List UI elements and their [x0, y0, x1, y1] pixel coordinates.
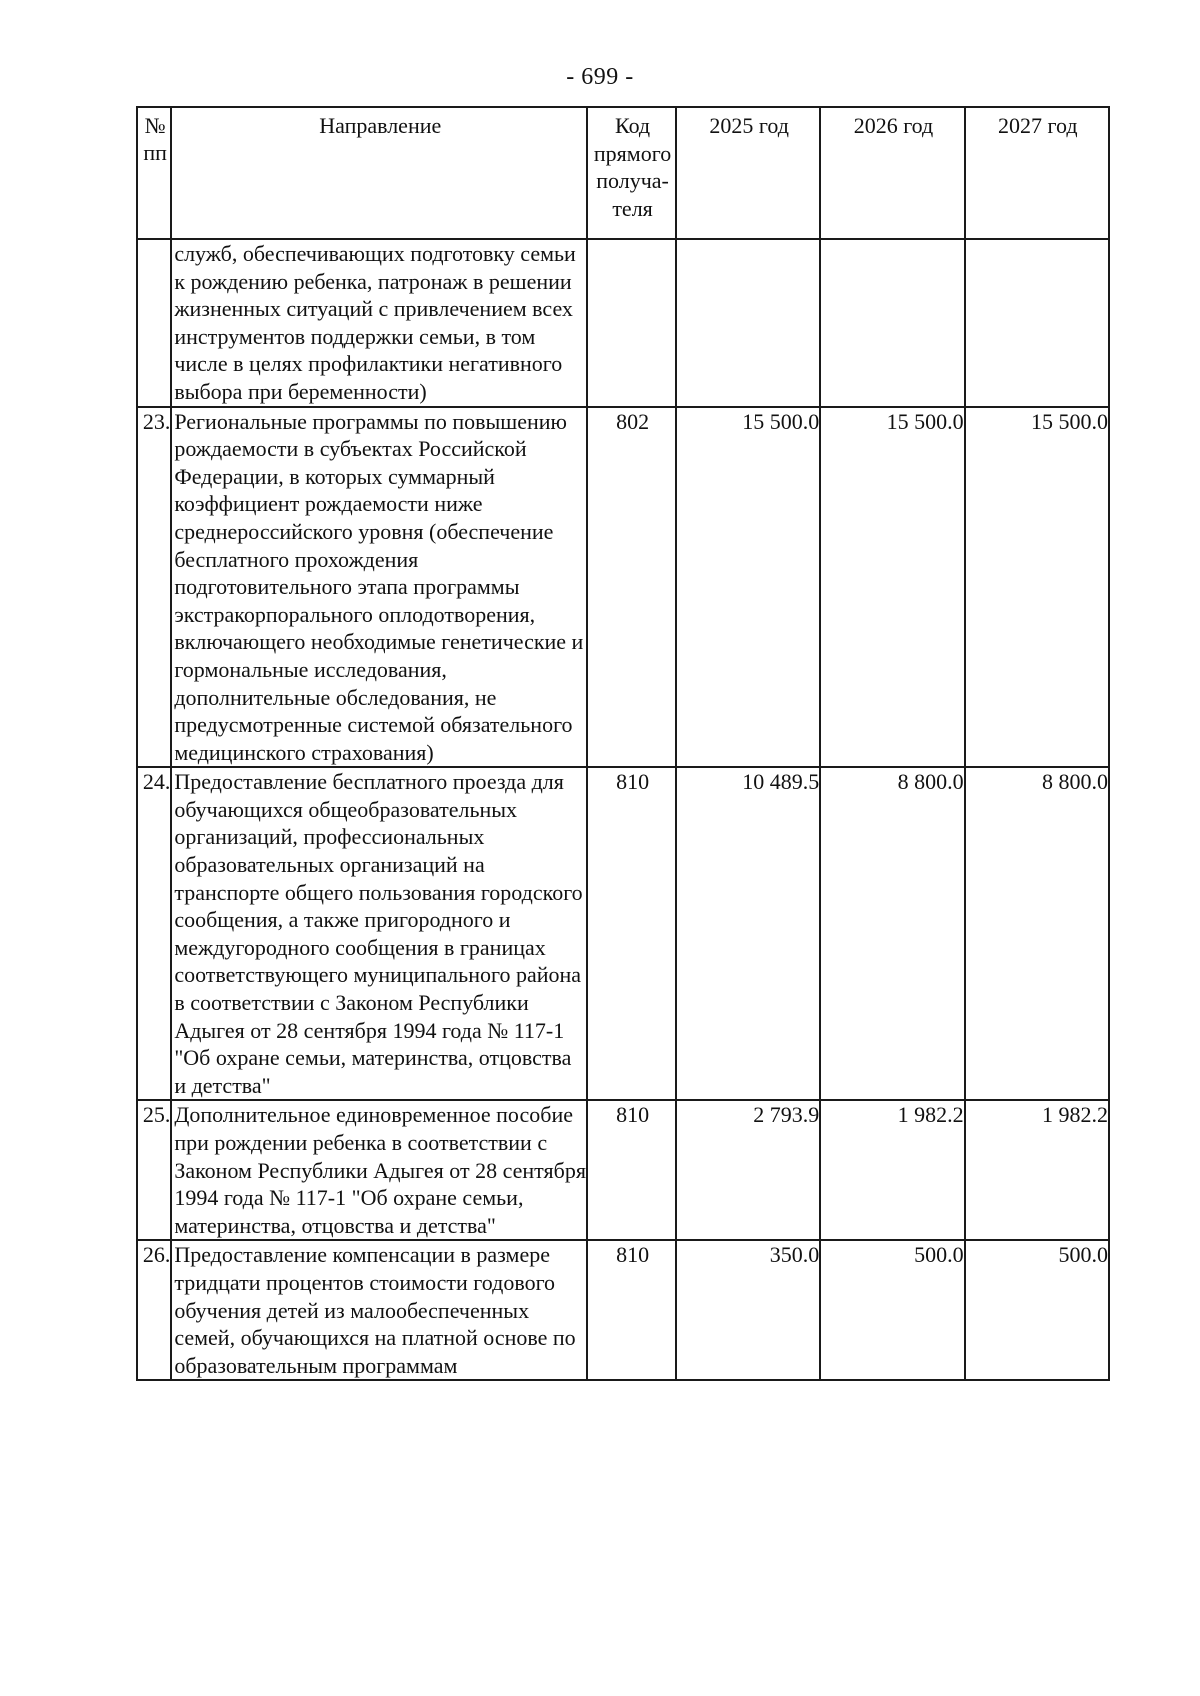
table-row	[137, 767, 1109, 1100]
header-direction: Направление	[171, 107, 587, 239]
row-direction: служб, обеспечивающих подготовку семьи к рождению ребенка, патронаж в решении жизненных ситуаций с привлечением всех инструментов поддержки семьи, в том числе в целях профилактики негативного выбора при беременности)	[171, 239, 587, 407]
header-code: Код прямого получа-теля	[587, 107, 676, 239]
row-2027: 1 982.2	[965, 1100, 1109, 1240]
row-direction: Предоставление бесплатного проезда для обучающихся общеобразовательных организаций, профессиональных образовательных организаций на транспорте общего пользования городского сообщения, а также пригородного и междугородного сообщения в границах соответствующего муниципального района в соответствии с Законом Республики Адыгея от 28 сентября 1994 года № 117-1 "Об охране семьи, материнства, отцовства и детства"	[171, 767, 587, 1100]
row-direction: Предоставление компенсации в размере тридцати процентов стоимости годового обучения детей из малообеспеченных семей, обучающихся на платной основе по образовательным программам	[171, 1240, 587, 1380]
row-2025: 350.0	[676, 1240, 820, 1380]
header-2025: 2025 год	[676, 107, 820, 239]
row-2027	[965, 239, 1109, 407]
row-code	[587, 239, 676, 407]
row-direction: Дополнительное единовременное пособие при рождении ребенка в соответствии с Законом Республики Адыгея от 28 сентября 1994 года № 117-1 "Об охране семьи, материнства, отцовства и детства"	[171, 1100, 587, 1240]
row-2027: 8 800.0	[965, 767, 1109, 1100]
table-row	[137, 239, 1109, 407]
table-row	[137, 1240, 1109, 1380]
header-2027: 2027 год	[965, 107, 1109, 239]
header-row	[137, 107, 1109, 239]
row-2027: 500.0	[965, 1240, 1109, 1380]
budget-table	[136, 106, 1110, 1381]
row-code: 810	[587, 767, 676, 1100]
row-code: 810	[587, 1240, 676, 1380]
row-2025	[676, 239, 820, 407]
row-num	[137, 239, 171, 407]
row-2025: 2 793.9	[676, 1100, 820, 1240]
row-2025: 10 489.5	[676, 767, 820, 1100]
row-2026: 1 982.2	[820, 1100, 964, 1240]
table-row	[137, 1100, 1109, 1240]
row-2026: 8 800.0	[820, 767, 964, 1100]
row-code: 802	[587, 407, 676, 768]
page-number: - 699 -	[566, 64, 634, 90]
row-code: 810	[587, 1100, 676, 1240]
row-2026: 500.0	[820, 1240, 964, 1380]
row-2026	[820, 239, 964, 407]
row-2026: 15 500.0	[820, 407, 964, 768]
header-2026: 2026 год	[820, 107, 964, 239]
row-num: 26.	[137, 1240, 171, 1380]
row-num: 25.	[137, 1100, 171, 1240]
row-2027: 15 500.0	[965, 407, 1109, 768]
header-num: № пп	[137, 107, 171, 239]
row-2025: 15 500.0	[676, 407, 820, 768]
row-num: 24.	[137, 767, 171, 1100]
row-num: 23.	[137, 407, 171, 768]
row-direction: Региональные программы по повышению рождаемости в субъектах Российской Федерации, в которых суммарный коэффициент рождаемости ниже среднероссийского уровня (обеспечение бесплатного прохождения подготовительного этапа программы экстракорпорального оплодотворения, включающего необходимые генетические и гормональные исследования, дополнительные обследования, не предусмотренные системой обязательного медицинского страхования)	[171, 407, 587, 768]
table-row	[137, 407, 1109, 768]
